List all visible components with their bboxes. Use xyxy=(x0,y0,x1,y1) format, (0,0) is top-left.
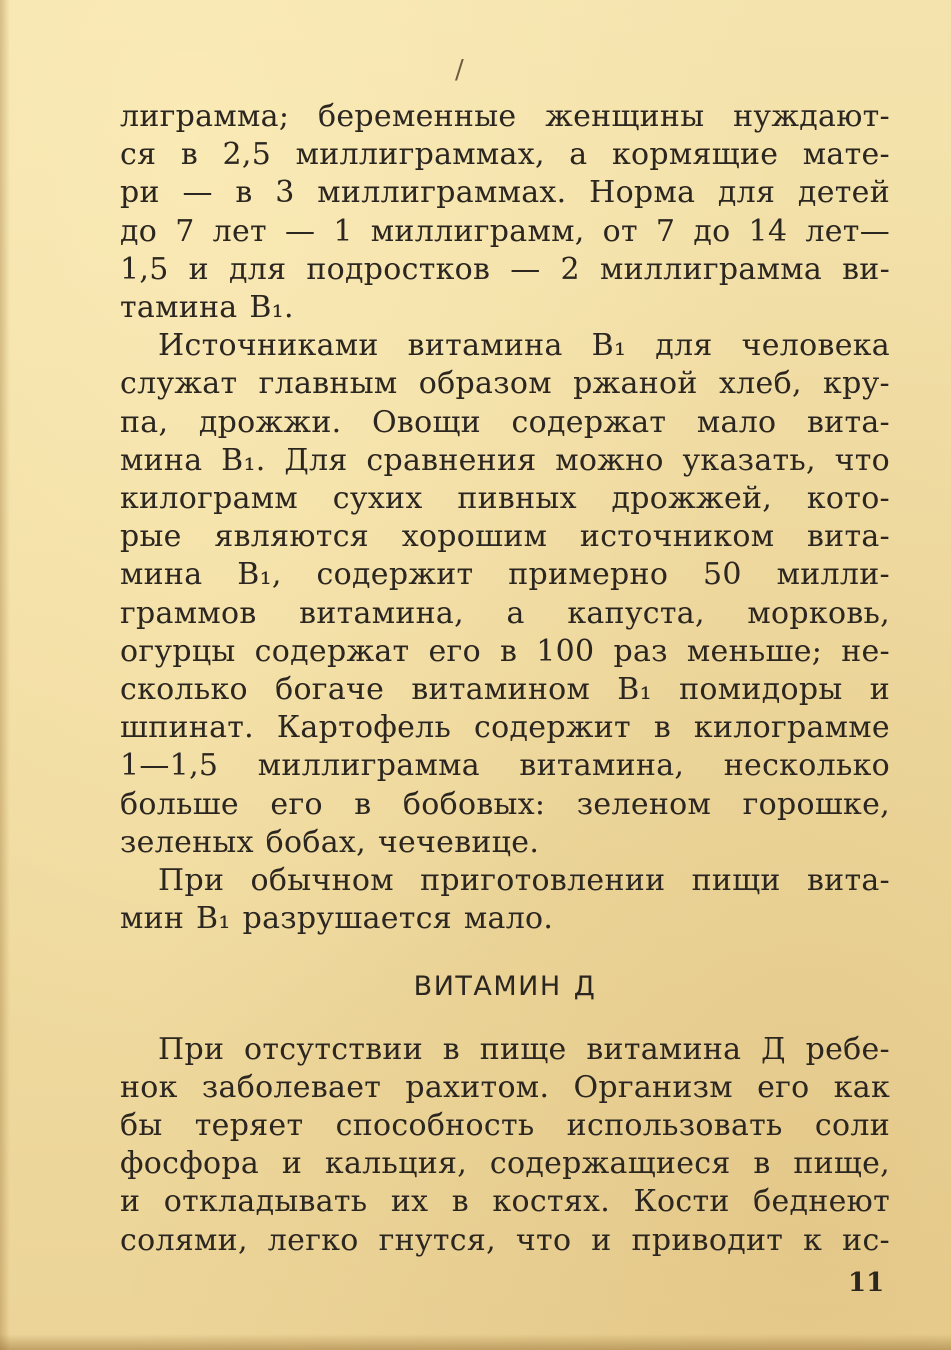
text-line: граммов витамина, а капуста, морковь, xyxy=(120,595,890,631)
text-line: 1—1,5 миллиграмма витамина, несколько xyxy=(120,748,890,784)
text-line: и откладывать их в костях. Кости беднеют xyxy=(120,1184,890,1220)
text-line: больше его в бобовых: зеленом горошке, xyxy=(120,786,890,822)
paragraph-4 xyxy=(120,1031,890,1260)
text-line: лиграмма; беременные женщины нуждают- xyxy=(120,99,890,134)
text-line: огурцы содержат его в 100 раз меньше; не- xyxy=(120,633,890,669)
text-line: При обычном приготовлении пищи вита- xyxy=(158,863,890,899)
page-text xyxy=(120,98,890,1260)
text-line: солями, легко гнутся, что и приводит к ис- xyxy=(120,1222,890,1258)
text-line: нок заболевает рахитом. Организм его как xyxy=(120,1069,890,1105)
page-edge-shadow-left xyxy=(0,0,10,1350)
text-line: При отсутствии в пище витамина Д ребе- xyxy=(158,1031,890,1067)
ink-mark-top: / xyxy=(455,55,464,85)
text-line: шпинат. Картофель содержит в килограмме xyxy=(120,710,890,746)
paragraph-1 xyxy=(120,98,890,327)
paragraph-2 xyxy=(120,327,890,862)
text-line: 1,5 и для подростков — 2 миллиграмма ви- xyxy=(120,251,890,287)
text-line: рые являются хорошим источником вита- xyxy=(120,519,890,555)
text-line: мина B₁. Для сравнения можно указать, что xyxy=(120,442,890,478)
text-line: Источниками витамина B₁ для человека xyxy=(158,328,890,364)
page-edge-shadow-bottom xyxy=(0,1334,951,1350)
text-line: мин B₁ разрушается мало. xyxy=(120,901,554,937)
text-line: па, дрожжи. Овощи содержат мало вита- xyxy=(120,404,890,440)
text-line: килограмм сухих пивных дрожжей, кото- xyxy=(120,481,890,517)
page-number: 11 xyxy=(848,1268,885,1298)
paragraph-3 xyxy=(120,862,890,938)
text-line: сколько богаче витамином B₁ помидоры и xyxy=(120,672,890,708)
text-line: ри — в 3 миллиграммах. Норма для детей xyxy=(120,175,890,211)
text-line: бы теряет способность использовать соли xyxy=(120,1108,890,1144)
text-line: служат главным образом ржаной хлеб, кру- xyxy=(120,366,890,402)
text-line: ся в 2,5 миллиграммах, а кормящие мате- xyxy=(120,137,890,173)
section-heading: ВИТАМИН Д xyxy=(413,971,597,1003)
text-line: до 7 лет — 1 миллиграмм, от 7 до 14 лет— xyxy=(120,213,890,249)
text-line: зеленых бобах, чечевице. xyxy=(120,824,540,860)
text-line: тамина B₁. xyxy=(120,290,294,326)
text-line: мина B₁, содержит примерно 50 милли- xyxy=(120,557,890,593)
text-line: фосфора и кальция, содержащиеся в пище, xyxy=(120,1146,890,1182)
